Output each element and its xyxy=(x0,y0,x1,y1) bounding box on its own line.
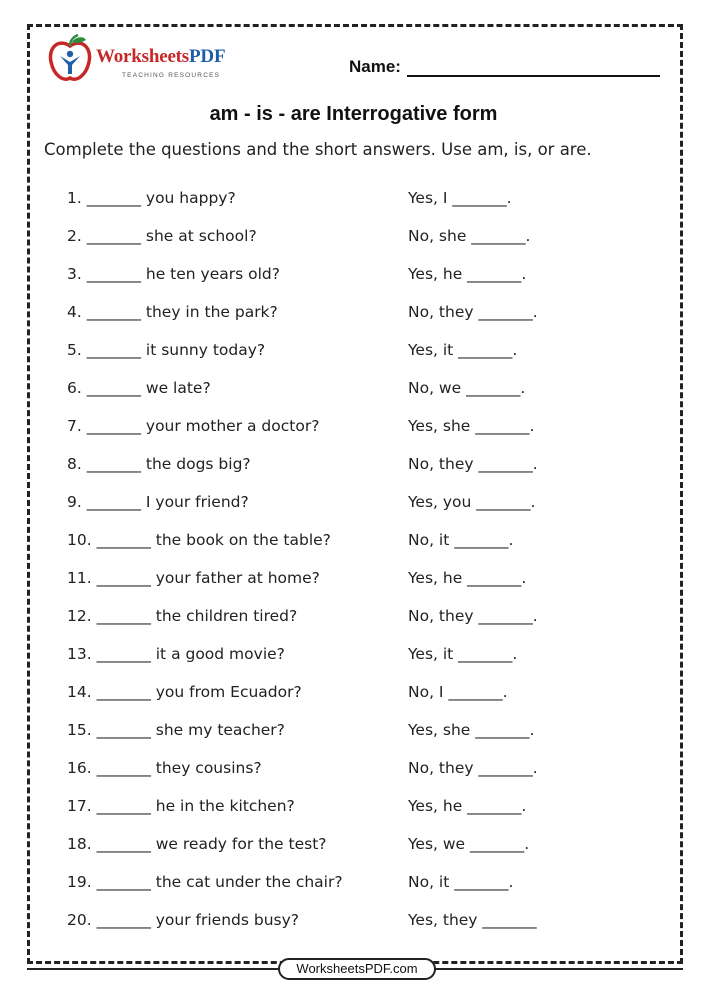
question-text[interactable]: 4. _______ they in the park? xyxy=(67,303,278,321)
question-text[interactable]: 9. _______ I your friend? xyxy=(67,493,249,511)
short-answer-text[interactable]: No, they _______. xyxy=(408,303,538,321)
logo-wordmark: WorksheetsPDF xyxy=(96,46,226,67)
question-text[interactable]: 5. _______ it sunny today? xyxy=(67,341,266,359)
short-answer-text[interactable]: Yes, I _______. xyxy=(408,189,512,207)
question-text[interactable]: 16. _______ they cousins? xyxy=(67,759,262,777)
question-row xyxy=(0,341,707,371)
short-answer-text[interactable]: No, she _______. xyxy=(408,227,531,245)
footer-website: WorksheetsPDF.com xyxy=(278,958,436,980)
question-row xyxy=(0,797,707,827)
question-row xyxy=(0,569,707,599)
short-answer-text[interactable]: No, they _______. xyxy=(408,759,538,777)
short-answer-text[interactable]: Yes, she _______. xyxy=(408,721,535,739)
question-text[interactable]: 6. _______ we late? xyxy=(67,379,211,397)
question-text[interactable]: 7. _______ your mother a doctor? xyxy=(67,417,320,435)
short-answer-text[interactable]: Yes, they _______ xyxy=(408,911,537,929)
question-row xyxy=(0,645,707,675)
question-row xyxy=(0,303,707,333)
question-row xyxy=(0,189,707,219)
question-text[interactable]: 18. _______ we ready for the test? xyxy=(67,835,327,853)
instructions: Complete the questions and the short answers. Use am, is, or are. xyxy=(44,140,592,159)
question-row xyxy=(0,379,707,409)
short-answer-text[interactable]: No, it _______. xyxy=(408,873,514,891)
question-text[interactable]: 10. _______ the book on the table? xyxy=(67,531,331,549)
short-answer-text[interactable]: No, they _______. xyxy=(408,455,538,473)
question-row xyxy=(0,531,707,561)
short-answer-text[interactable]: Yes, he _______. xyxy=(408,265,527,283)
short-answer-text[interactable]: No, I _______. xyxy=(408,683,508,701)
question-row xyxy=(0,911,707,941)
name-field-line[interactable] xyxy=(407,75,660,77)
question-text[interactable]: 15. _______ she my teacher? xyxy=(67,721,285,739)
question-text[interactable]: 14. _______ you from Ecuador? xyxy=(67,683,302,701)
question-text[interactable]: 8. _______ the dogs big? xyxy=(67,455,251,473)
short-answer-text[interactable]: No, it _______. xyxy=(408,531,514,549)
question-row xyxy=(0,455,707,485)
question-text[interactable]: 2. _______ she at school? xyxy=(67,227,257,245)
short-answer-text[interactable]: Yes, it _______. xyxy=(408,341,518,359)
question-text[interactable]: 13. _______ it a good movie? xyxy=(67,645,285,663)
question-row xyxy=(0,417,707,447)
question-row xyxy=(0,721,707,751)
question-text[interactable]: 17. _______ he in the kitchen? xyxy=(67,797,295,815)
worksheet-title: am - is - are Interrogative form xyxy=(209,103,498,125)
short-answer-text[interactable]: No, they _______. xyxy=(408,607,538,625)
question-row xyxy=(0,873,707,903)
question-text[interactable]: 19. _______ the cat under the chair? xyxy=(67,873,343,891)
question-text[interactable]: 20. _______ your friends busy? xyxy=(67,911,300,929)
question-text[interactable]: 1. _______ you happy? xyxy=(67,189,236,207)
short-answer-text[interactable]: Yes, we _______. xyxy=(408,835,530,853)
name-label: Name: xyxy=(349,57,401,76)
question-row xyxy=(0,493,707,523)
short-answer-text[interactable]: Yes, he _______. xyxy=(408,797,527,815)
apple-logo-icon xyxy=(48,34,92,82)
question-row xyxy=(0,607,707,637)
short-answer-text[interactable]: Yes, you _______. xyxy=(408,493,536,511)
worksheetspdf-logo xyxy=(48,34,248,84)
question-text[interactable]: 11. _______ your father at home? xyxy=(67,569,320,587)
question-row xyxy=(0,759,707,789)
short-answer-text[interactable]: Yes, it _______. xyxy=(408,645,518,663)
question-text[interactable]: 3. _______ he ten years old? xyxy=(67,265,280,283)
short-answer-text[interactable]: No, we _______. xyxy=(408,379,526,397)
question-row xyxy=(0,227,707,257)
short-answer-text[interactable]: Yes, she _______. xyxy=(408,417,535,435)
question-row xyxy=(0,683,707,713)
question-row xyxy=(0,265,707,295)
logo-tagline: TEACHING RESOURCES xyxy=(122,72,221,79)
question-row xyxy=(0,835,707,865)
short-answer-text[interactable]: Yes, he _______. xyxy=(408,569,527,587)
question-text[interactable]: 12. _______ the children tired? xyxy=(67,607,298,625)
